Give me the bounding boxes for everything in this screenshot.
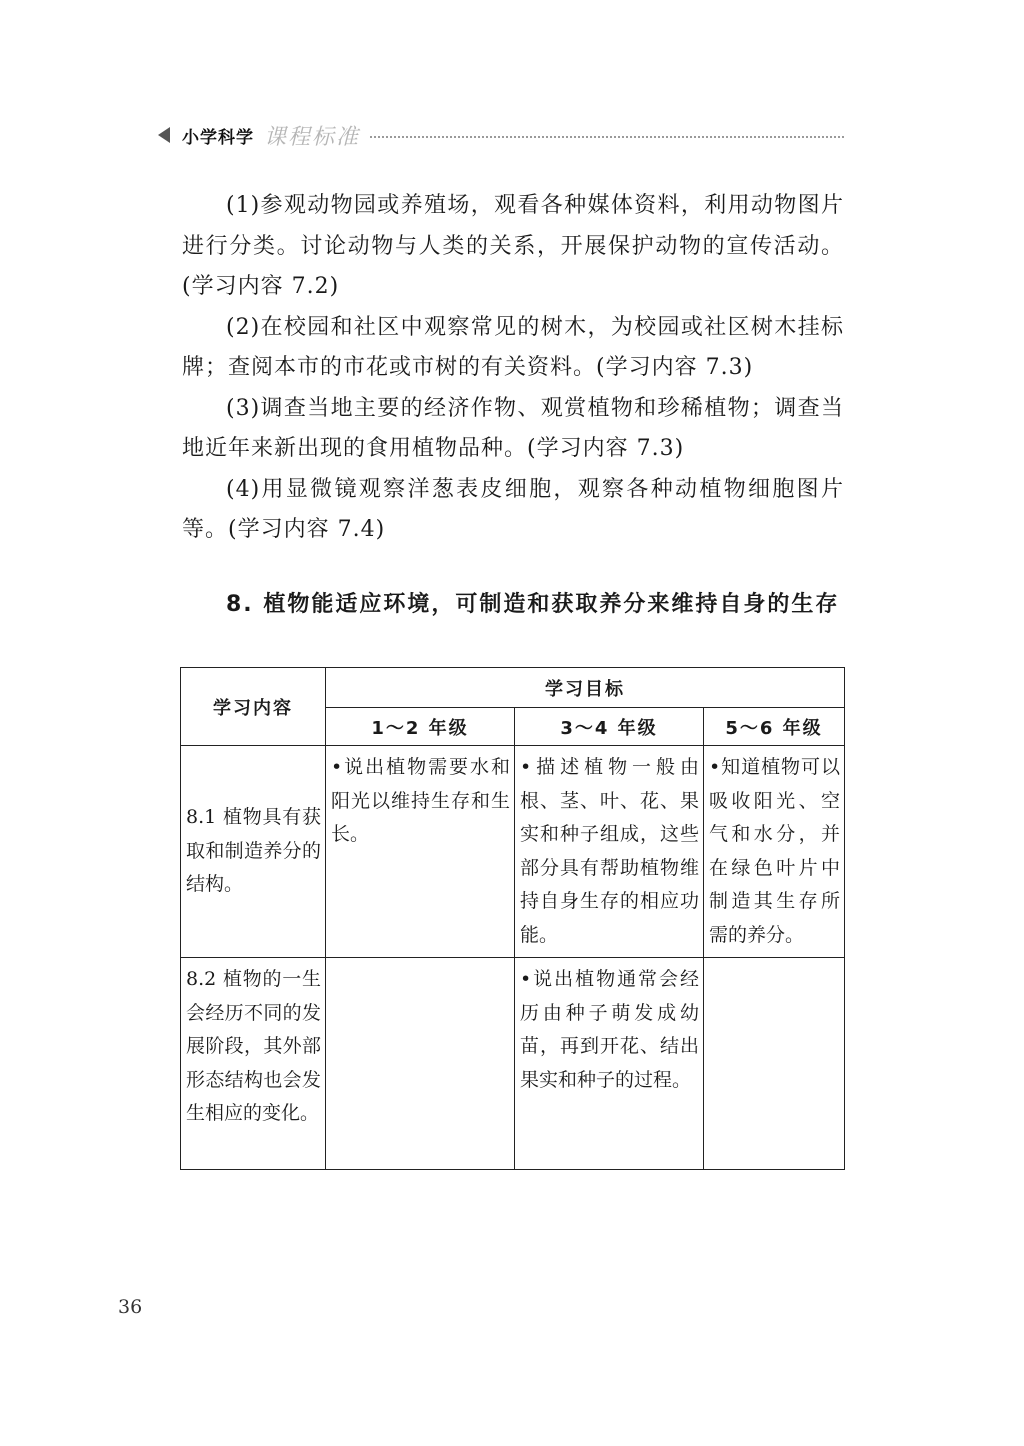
goal-cell-1-2: •说出植物需要水和阳光以维持生存和生长。 xyxy=(326,746,515,958)
running-header xyxy=(158,120,844,150)
goal-cell-5-6 xyxy=(704,958,845,1170)
header-grade-1-2: 1～2 年级 xyxy=(326,708,515,746)
page-number: 36 xyxy=(118,1296,143,1318)
book-subtitle: 课程标准 xyxy=(264,124,361,150)
header-grade-3-4: 3～4 年级 xyxy=(515,708,704,746)
header-dotted-rule xyxy=(370,136,844,138)
header-grade-5-6: 5～6 年级 xyxy=(704,708,845,746)
activity-item: (3)调查当地主要的经济作物、观赏植物和珍稀植物；调查当地近年来新出现的食用植物品种。(学习内容 7.3) xyxy=(182,395,844,461)
header-goals: 学习目标 xyxy=(326,668,845,708)
triangle-left-icon xyxy=(158,127,170,143)
goal-cell-1-2 xyxy=(326,958,515,1170)
section-heading: 8. 植物能适应环境，可制造和获取养分来维持自身的生存 xyxy=(226,592,840,617)
activity-item: (4)用显微镜观察洋葱表皮细胞，观察各种动植物细胞图片等。(学习内容 7.4) xyxy=(182,476,844,542)
activity-item: (2)在校园和社区中观察常见的树木，为校园或社区树木挂标牌；查阅本市的市花或市树的有关资料。(学习内容 7.3) xyxy=(182,314,844,380)
content-cell: 8.1 植物具有获取和制造养分的结构。 xyxy=(181,746,326,958)
content-cell: 8.2 植物的一生会经历不同的发展阶段，其外部形态结构也会发生相应的变化。 xyxy=(181,958,326,1170)
header-content: 学习内容 xyxy=(181,668,326,746)
goal-cell-3-4: •描述植物一般由根、茎、叶、花、果实和种子组成，这些部分具有帮助植物维持自身生存的相应功能。 xyxy=(515,746,704,958)
activity-list xyxy=(182,186,844,551)
goal-cell-3-4: •说出植物通常会经历由种子萌发成幼苗，再到开花、结出果实和种子的过程。 xyxy=(515,958,704,1170)
book-title: 小学科学 xyxy=(182,127,254,148)
table-row xyxy=(181,746,845,958)
activity-item: (1)参观动物园或养殖场，观看各种媒体资料，利用动物图片进行分类。讨论动物与人类的关系，开展保护动物的宣传活动。(学习内容 7.2) xyxy=(182,193,844,299)
table-row xyxy=(181,958,845,1170)
goal-cell-5-6: •知道植物可以吸收阳光、空气和水分，并在绿色叶片中制造其生存所需的养分。 xyxy=(704,746,845,958)
curriculum-table xyxy=(180,667,845,1170)
